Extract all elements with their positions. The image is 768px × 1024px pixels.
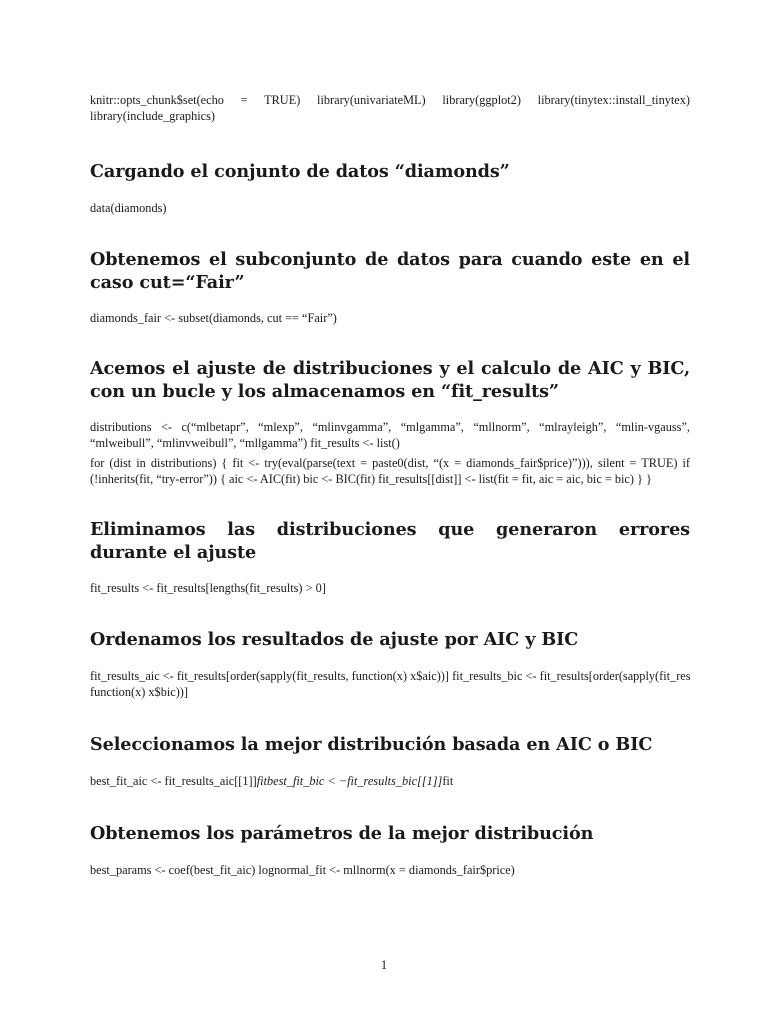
- section-heading-order: Ordenamos los resultados de ajuste por AIC y BIC: [90, 629, 579, 650]
- code-select-best-tail: fit: [442, 774, 454, 788]
- section-heading-fit: Acemos el ajuste de distribuciones y el calculo de AIC y BIC, con un bucle y los almacenamos en “fit_results”: [90, 358, 690, 402]
- code-best-params: best_params <- coef(best_fit_aic) lognormal_fit <- mllnorm(x = diamonds_fair$price): [90, 863, 515, 877]
- code-select-best-math: fitbest_fit_bic < −fit_results_bic[[1]]: [256, 774, 443, 788]
- code-load-data: data(diamonds): [90, 201, 167, 215]
- code-subset: diamonds_fair <- subset(diamonds, cut == “Fair”): [90, 311, 337, 325]
- page-number: 1: [380, 958, 388, 972]
- section-heading-params: Obtenemos los parámetros de la mejor distribución: [90, 823, 594, 844]
- code-filter-results: fit_results <- fit_results[lengths(fit_results) > 0]: [90, 581, 326, 595]
- code-order-bic-cont: function(x) x$bic))]: [90, 685, 188, 699]
- code-select-best: [90, 773, 690, 789]
- setup-code: knitr::opts_chunk$set(echo = TRUE) library(univariateML) library(ggplot2) library(tinytex::install_tinytex) library(include_graphics): [90, 93, 690, 123]
- section-heading-remove-errors: Eliminamos las distribuciones que generaron errores durante el ajuste: [90, 519, 690, 563]
- section-heading-load: Cargando el conjunto de datos “diamonds”: [90, 161, 510, 182]
- section-heading-subset: Obtenemos el subconjunto de datos para cuando este en el caso cut=“Fair”: [90, 249, 690, 293]
- section-heading-select-best: Seleccionamos la mejor distribución basada en AIC o BIC: [90, 734, 653, 755]
- code-select-best-text: best_fit_aic <- fit_results_aic[[1]]: [90, 774, 257, 788]
- code-distributions: distributions <- c(“mlbetapr”, “mlexp”, “mlinvgamma”, “mlgamma”, “mllnorm”, “mlrayleigh”, “mlin-vgauss”, “mlweibull”, “mlinvweibull”, “mllgamma”) fit_results <- list(): [90, 420, 690, 450]
- code-order-aic-bic: fit_results_aic <- fit_results[order(sapply(fit_results, function(x) x$aic))] fit_results_bic <- fit_results[order(sapply(fit_res: [90, 669, 691, 683]
- code-fit-loop: for (dist in distributions) { fit <- try(eval(parse(text = paste0(dist, “(x = diamonds_fair$price)”))), silent = TRUE) if (!inherits(fit, “try-error”)) { aic <- AIC(fit) bic <- BIC(fit) fit_results[[dist]] <- list(fit = fit, aic = aic, bic = bic) } }: [90, 456, 690, 486]
- document-page: [90, 92, 690, 878]
